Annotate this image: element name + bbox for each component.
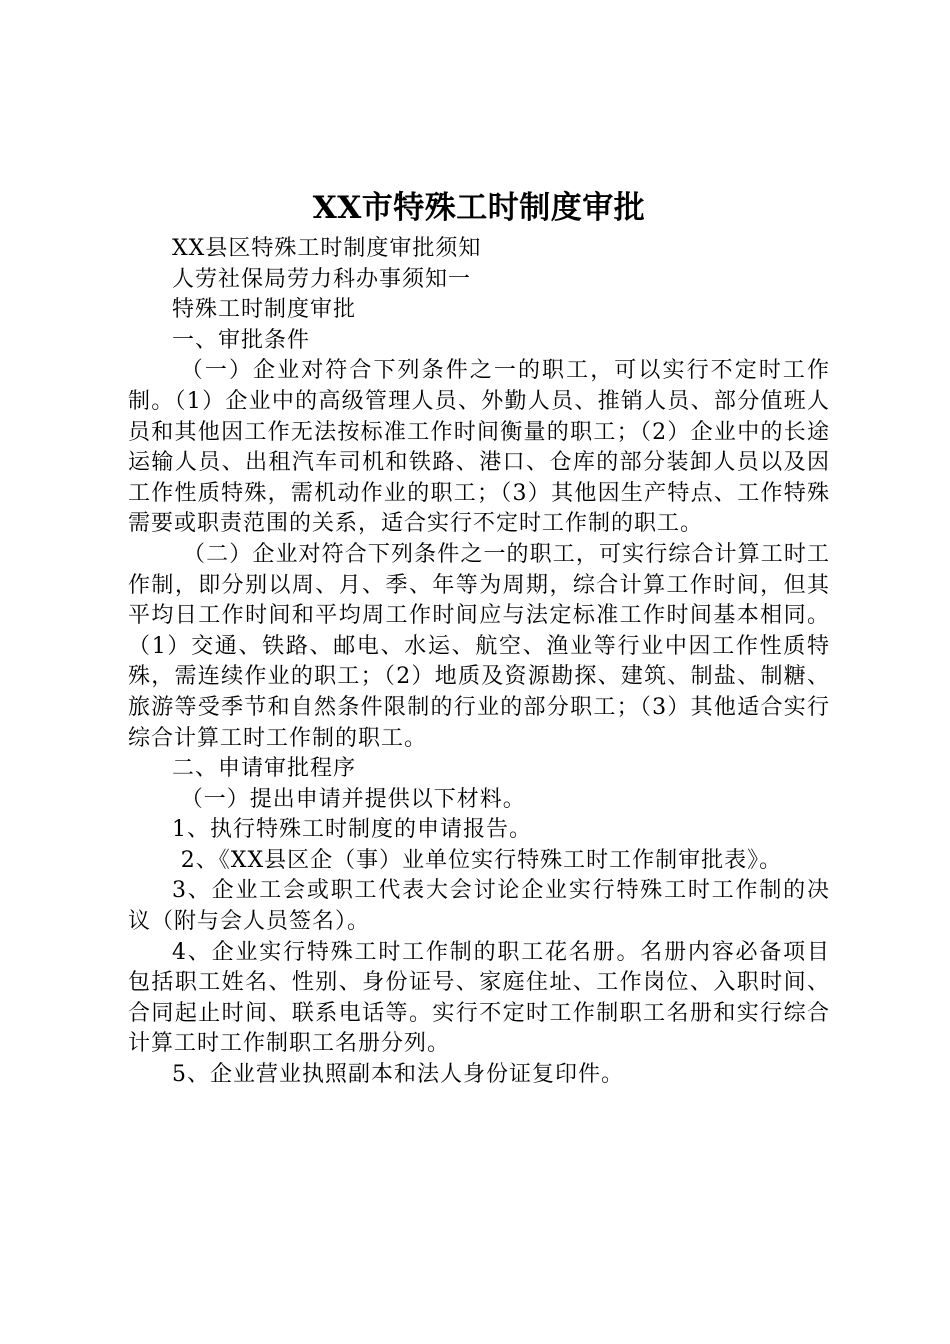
paragraph: （一）提出申请并提供以下材料。 [180,786,526,812]
document-page [128,186,830,1091]
list-item: 2、《XX县区企（事）业单位实行特殊工时工作制审批表》。 [180,847,783,873]
paragraph: 特殊工时制度审批 [172,297,357,323]
list-item: 5、企业营业执照副本和法人身份证复印件。 [172,1062,624,1088]
list-item: 3、企业工会或职工代表大会讨论企业实行特殊工时工作制的决议（附与会人员签名）。 [128,878,830,935]
section-heading: 二、申请审批程序 [172,756,357,782]
paragraph: 人劳社保局劳力科办事须知一 [172,266,472,292]
list-item: 4、企业实行特殊工时工作制的职工花名册。名册内容必备项目包括职工姓名、性别、身份证号、家庭住址、工作岗位、入职时间、合同起止时间、联系电话等。实行不定时工作制职工名册和实行综合计算工时工作制职工名册分列。 [128,939,830,1057]
paragraph: XX县区特殊工时制度审批须知 [172,236,482,261]
list-item: 1、执行特殊工时制度的申请报告。 [172,817,532,843]
paragraph: （一）企业对符合下列条件之一的职工，可以实行不定时工作制。（1）企业中的高级管理人员、外勤人员、推销人员、部分值班人员和其他因工作无法按标准工作时间衡量的职工；（2）企业中的长途运输人员、出租汽车司机和铁路、港口、仓库的部分装卸人员以及因工作性质特殊，需机动作业的职工；（3）其他因生产特点、工作特殊需要或职责范围的关系，适合实行不定时工作制的职工。 [128,358,830,537]
document-title: XX市特殊工时制度审批 [312,190,646,226]
paragraph: （二）企业对符合下列条件之一的职工，可实行综合计算工时工作制，即分别以周、月、季、年等为周期，综合计算工作时间，但其平均日工作时间和平均周工作时间应与法定标准工作时间基本相同。（1）交通、铁路、邮电、水运、航空、渔业等行业中因工作性质特殊，需连续作业的职工；（2）地质及资源勘探、建筑、制盐、制糖、旅游等受季节和自然条件限制的行业的部分职工；（3）其他适合实行综合计算工时工作制的职工。 [128,541,830,751]
section-heading: 一、审批条件 [172,327,311,353]
document-body [128,234,830,1091]
